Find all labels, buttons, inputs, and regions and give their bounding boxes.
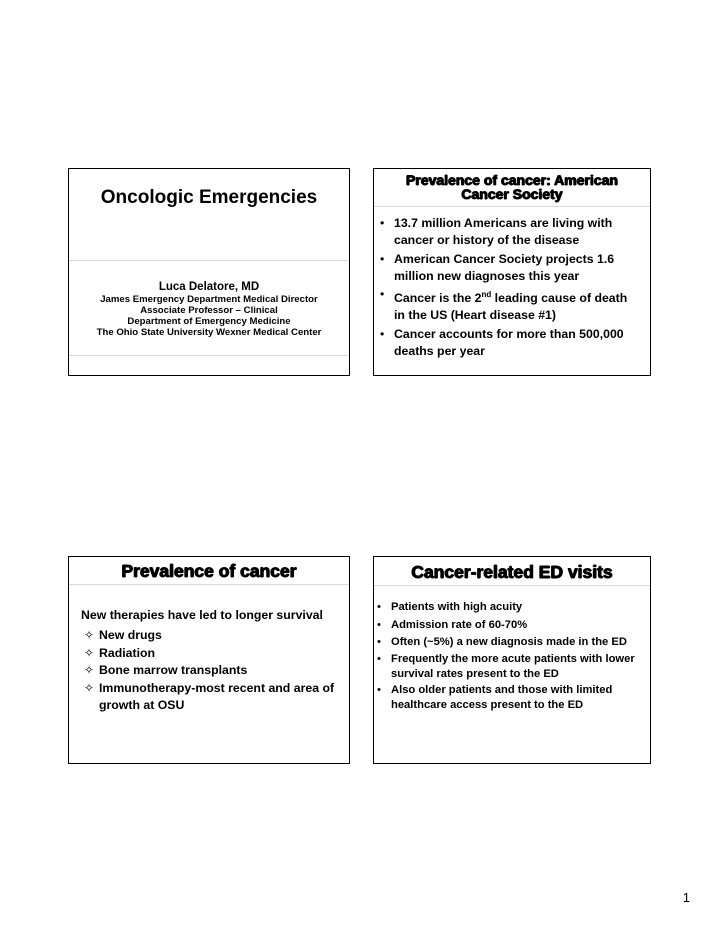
slide-prevalence-cancer	[68, 556, 350, 764]
list-item-text: Bone marrow transplants	[99, 663, 248, 677]
list-item: • Frequently the more acute patients with lower survival rates present to the ED	[374, 652, 650, 682]
list-item	[77, 662, 343, 680]
list-item: • American Cancer Society projects 1.6 million new diagnoses this year	[377, 251, 646, 285]
author-block	[69, 281, 349, 338]
divider	[69, 260, 349, 261]
divider	[69, 355, 349, 356]
author-role: Associate Professor – Clinical	[140, 305, 278, 316]
author-role: Department of Emergency Medicine	[127, 316, 291, 327]
slide-cancer-ed-visits	[373, 556, 651, 764]
slide-title: Oncologic Emergencies	[100, 187, 318, 208]
slide-title-line: Cancer Society	[461, 186, 563, 202]
bullet-text: in the US (Heart disease #1)	[394, 308, 556, 323]
author-role: The Ohio State University Wexner Medical Center	[96, 327, 322, 338]
divider	[69, 584, 349, 585]
list-item: • Often (~5%) a new diagnosis made in the ED	[374, 634, 650, 650]
diamond-bullet-icon: ✧	[84, 680, 95, 695]
slide-oncologic-emergencies	[68, 168, 350, 376]
list-item: • Also older patients and those with limited healthcare access present to the ED	[374, 683, 650, 713]
list-item	[77, 627, 343, 645]
list-item-text: Radiation	[99, 645, 156, 660]
bullet-list	[377, 215, 646, 361]
list-item: • Admission rate of 60-70%	[374, 617, 650, 633]
bullet-text: leading cause of death	[491, 291, 628, 306]
slide-title	[374, 173, 650, 201]
list-item-text: Immunotherapy-most recent and area of growth at OSU	[99, 680, 335, 712]
slide-title: Prevalence of cancer	[121, 561, 297, 581]
divider	[374, 585, 650, 586]
list-item: • Cancer accounts for more than 500,000 deaths per year	[377, 326, 646, 360]
author-role: James Emergency Department Medical Director	[100, 294, 318, 305]
list-item	[77, 645, 343, 663]
bullet-text: Cancer is the 2	[394, 291, 482, 306]
slide-prevalence-acs	[373, 168, 651, 376]
author-name: Luca Delatore, MD	[158, 281, 260, 293]
diamond-bullet-icon: ✧	[84, 645, 95, 660]
list-item: • 13.7 million Americans are living with cancer or history of the disease	[377, 215, 646, 249]
lead-text: New therapies have led to longer survival	[81, 608, 323, 622]
list-item	[377, 286, 646, 324]
list-item-text: New drugs	[99, 628, 162, 642]
list-item: • Patients with high acuity	[374, 599, 650, 615]
superscript: nd	[481, 290, 492, 299]
sub-list	[77, 627, 343, 715]
diamond-bullet-icon: ✧	[84, 628, 95, 642]
diamond-bullet-icon: ✧	[84, 663, 95, 677]
divider	[374, 206, 650, 207]
slide-title-line: Prevalence of cancer: American	[406, 172, 618, 188]
bullet-list	[374, 599, 650, 715]
page-number: 1	[682, 890, 690, 905]
slide-title: Cancer-related ED visits	[411, 562, 613, 582]
list-item	[77, 680, 343, 715]
